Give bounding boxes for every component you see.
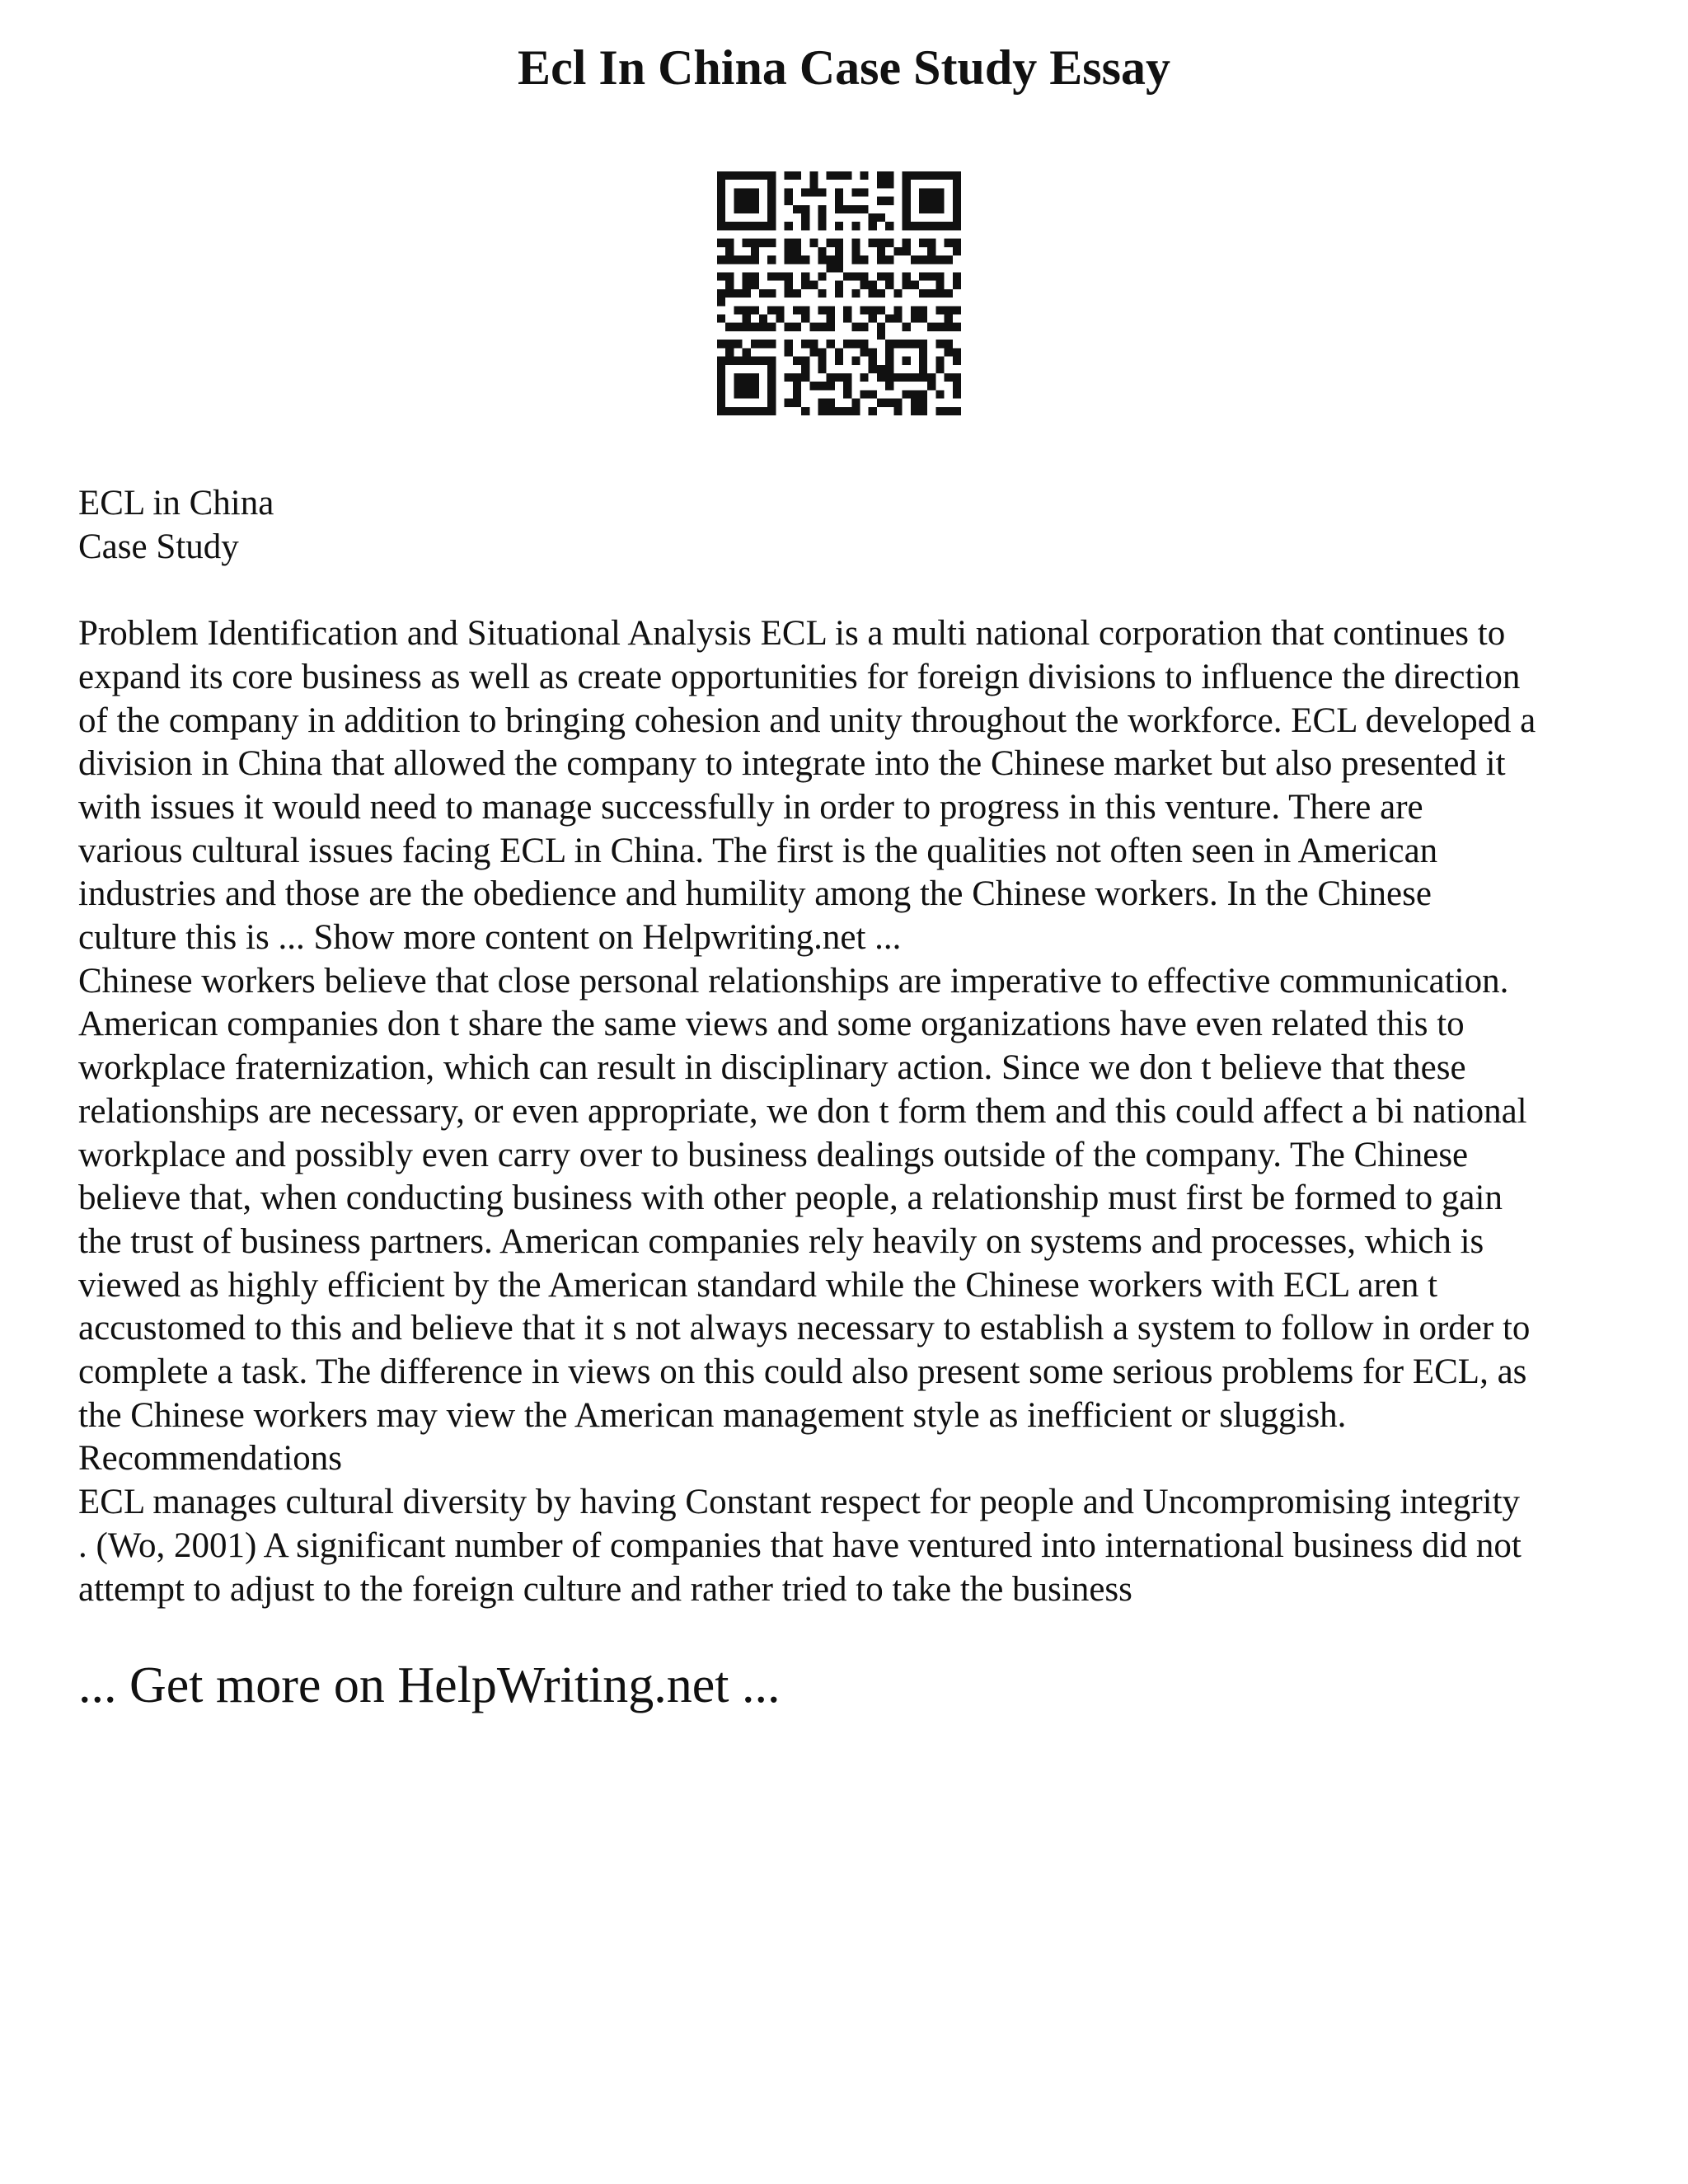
qr-code-icon [717,171,961,415]
qr-code-image [717,171,961,415]
recommendations-heading: Recommendations [78,1439,343,1479]
spacer [78,569,1628,612]
document-title: Ecl In China Case Study Essay [518,40,1170,95]
paragraph-problem-identification: Problem Identification and Situational Analysis ECL is a multi national corporation that continues to expand its core business as well as create opportunities for foreign divisions to influence the direction of the company in addition to bringing cohesion and unity throughout the workforce. ECL developed a division in China that allowed the company to integrate into the Chinese market but also presented it with issues it would need to manage successfully in order to progress in this venture. There are various cultural issues facing ECL in China. The first is the qualities not often seen in American industries and those are the obedience and humility among the Chinese workers. In the Chinese culture this is ... Show more content on Helpwriting.net ... [78,614,1536,958]
paragraph-cultural-differences: Chinese workers believe that close personal relationships are imperative to effective communication. American companies don t share the same views and some organizations have even related this to workplace fraternization, which can result in disciplinary action. Since we don t believe that these relationships are necessary, or even appropriate, we don t form them and this could affect a bi national workplace and possibly even carry over to business dealings outside of the company. The Chinese believe that, when conducting business with other people, a relationship must first be formed to gain the trust of business partners. American companies rely heavily on systems and processes, which is viewed as highly efficient by the American standard while the Chinese workers with ECL aren t accustomed to this and believe that it s not always necessary to establish a system to follow in order to complete a task. The difference in views on this could also present some serious problems for ECL, as the Chinese workers may view the American management style as inefficient or sluggish. [78,961,1531,1435]
paragraph-recommendations: ECL manages cultural diversity by having Constant respect for people and Uncompromising integrity . (Wo, 2001) A significant number of companies that have ventured into international business did not attempt to adjust to the foreign culture and rather tried to take the business [78,1483,1522,1609]
heading-lines: ECL in China Case Study [78,484,274,566]
document-body [78,482,1628,1611]
get-more-link[interactable]: ... Get more on HelpWriting.net ... [78,1657,781,1713]
